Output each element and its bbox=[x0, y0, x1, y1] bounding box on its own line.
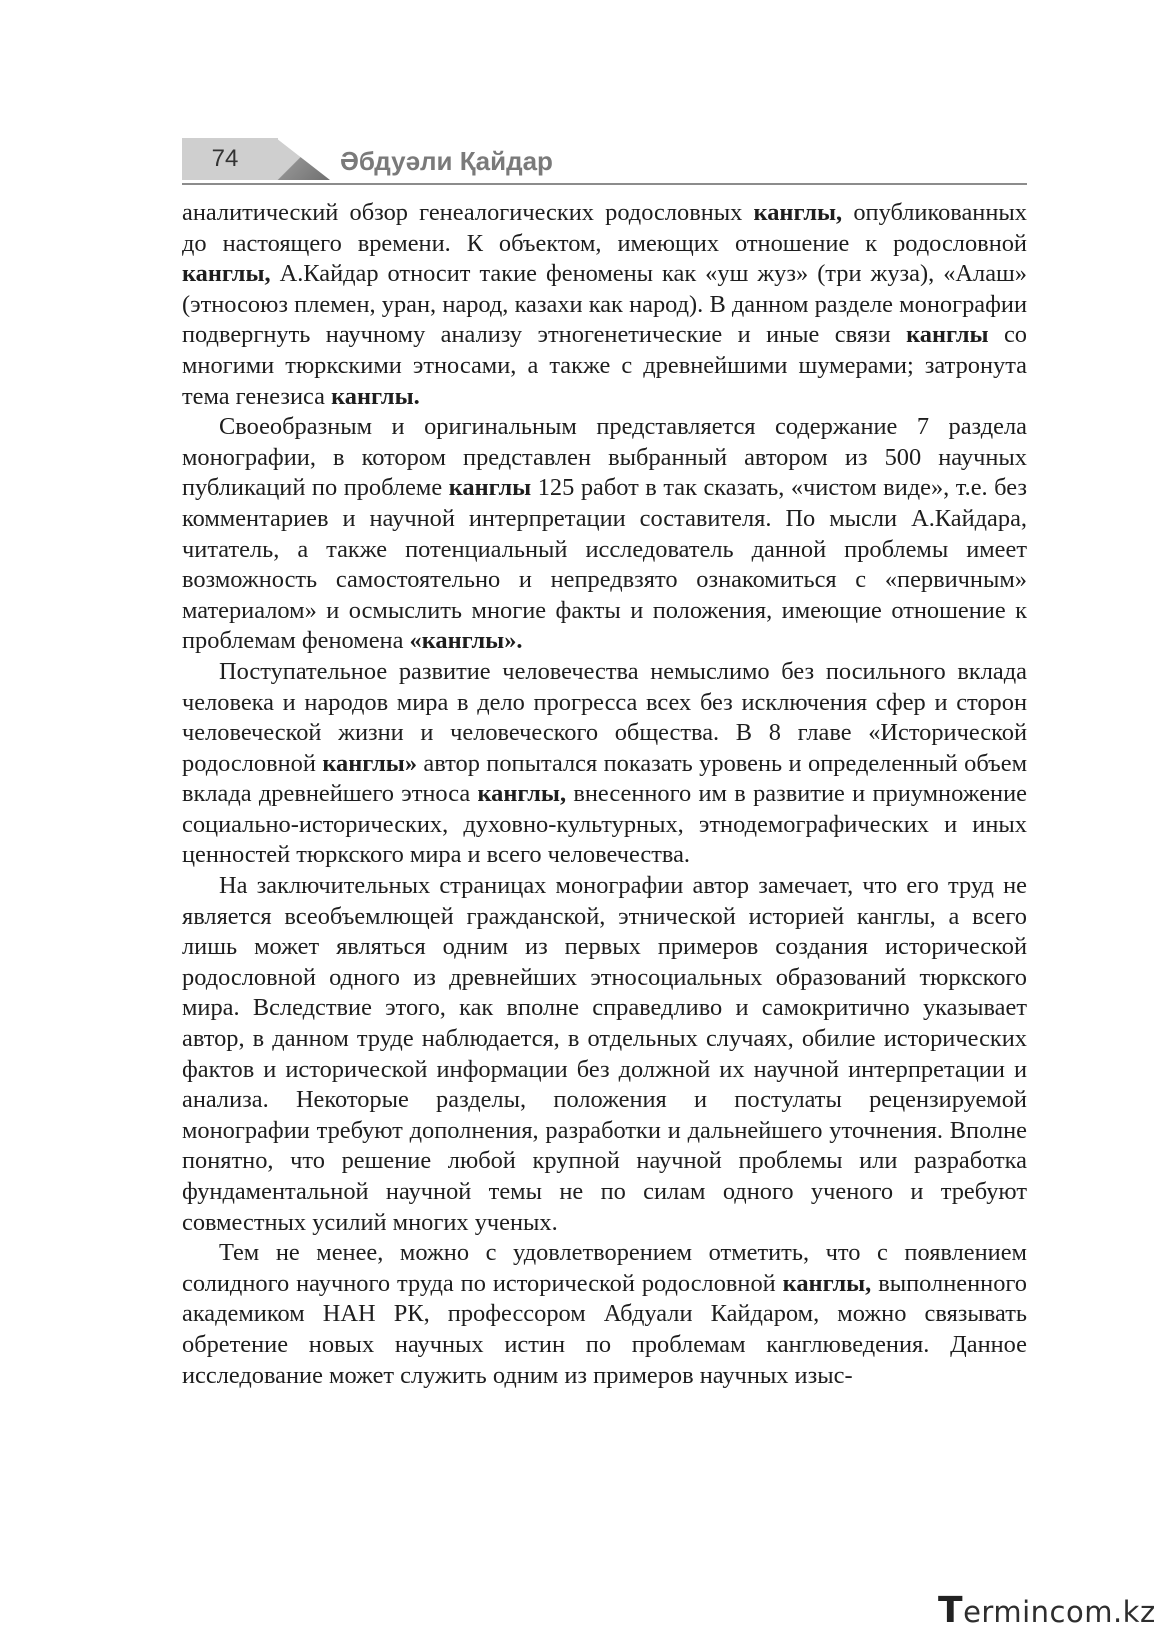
paragraph-5 bbox=[182, 1238, 1027, 1391]
text-run: А.Кайдар относит такие феномены как «уш жуз» (три жуза), «Алаш» (этносоюз племен, уран, народ, казахи как народ). В данном разделе монографии подвергнуть научному анализу этногенетические и иные связи bbox=[182, 260, 1027, 349]
bold-term: канглы, bbox=[753, 199, 843, 226]
text-run: На заключительных страницах монографии автор замечает, что его труд не является всеобъемлющей гражданской, этнической историей канглы, а всего лишь может являться одним из первых примеров создания исторической родословной одного из древнейших этносоциальных образований тюркского мира. Вследствие этого, как вполне справедливо и самокритично указывает автор, в данном труде наблюдается, в отдельных случаях, обилие исторических фактов и исторической информации без должной их научной интерпретации и анализа. Некоторые разделы, положения и постулаты рецензируемой монографии требуют дополнения, разработки и дальнейшего уточнения. Вполне понятно, что решение любой крупной научной проблемы или разработка фундаментальной научной темы не по силам одного ученого и требуют совместных усилий многих ученых. bbox=[182, 872, 1027, 1236]
text-run: со многими тюркскими этносами, а также с древнейшими шумерами; затронута тема генезиса bbox=[182, 321, 1027, 410]
paragraph-3 bbox=[182, 657, 1027, 871]
text-run: Своеобразным и оригинальным представляется содержание 7 раздела монографии, в котором представлен выбранный автором из 500 научных публикаций по проблеме bbox=[182, 413, 1027, 502]
text-run: Поступательное развитие человечества немыслимо без посильного вклада человека и народов мира в дело прогресса всех без исключения сфер и сторон человеческой жизни и человеческого общества. В 8 главе «Исторической родословной bbox=[182, 657, 1027, 777]
text-run: выполненного академиком НАН РК, профессором Абдуали Кайдаром, можно связывать обретение новых научных истин по проблемам канглюведения. Данное исследование может служить одним из примеров научных изыс- bbox=[182, 1269, 1027, 1389]
paragraph-1 bbox=[182, 198, 1027, 412]
bold-term: канглы, bbox=[477, 780, 567, 808]
running-header-author: Әбдуәли Қайдар bbox=[340, 146, 553, 176]
text-run: внесенного им в развитие и приумножение социально-исторических, духовно-культурных, этнодемографических и иных ценностей тюркского мира и всего человечества. bbox=[182, 780, 1027, 869]
header-rule bbox=[182, 183, 1027, 185]
text-run: опубликованных до настоящего времени. К объектом, имеющих отношение к родословной bbox=[182, 199, 1027, 257]
paragraph-2 bbox=[182, 412, 1027, 657]
header-arrow-decoration bbox=[276, 138, 330, 180]
text-run: автор попытался показать уровень и определенный объем вклада древнейшего этноса bbox=[182, 749, 1028, 808]
bold-term: канглы, bbox=[182, 260, 271, 288]
body-text bbox=[182, 198, 1027, 1391]
bold-term: канглы bbox=[448, 474, 532, 502]
page-number: 74 bbox=[211, 145, 239, 172]
bold-term: канглы, bbox=[782, 1269, 872, 1297]
logo-initial: T bbox=[938, 1590, 964, 1631]
text-run: Тем не менее, можно с удовлетворением отметить, что с появлением солидного научного труда по исторической родословной bbox=[182, 1239, 1027, 1297]
terminkom-watermark-logo bbox=[938, 1590, 1156, 1631]
bold-term: канглы. bbox=[331, 382, 420, 410]
bold-term: «канглы». bbox=[409, 627, 523, 655]
bold-term: канглы» bbox=[322, 749, 418, 777]
logo-text: ermincom.kz bbox=[963, 1595, 1156, 1629]
text-run: аналитический обзор генеалогических родословных bbox=[182, 199, 754, 226]
paragraph-4 bbox=[182, 871, 1027, 1238]
text-run: 125 работ в так сказать, «чистом виде», т.е. без комментариев и научной интерпретации составителя. По мысли А.Кайдара, читатель, а также потенциальный исследователь данной проблемы имеет возможность самостоятельно и непредвзято ознакомиться с «первичным» материалом» и осмыслить многие факты и положения, имеющие отношение к проблемам феномена bbox=[182, 474, 1027, 655]
bold-term: канглы bbox=[906, 321, 989, 349]
page-number-box bbox=[182, 138, 278, 180]
